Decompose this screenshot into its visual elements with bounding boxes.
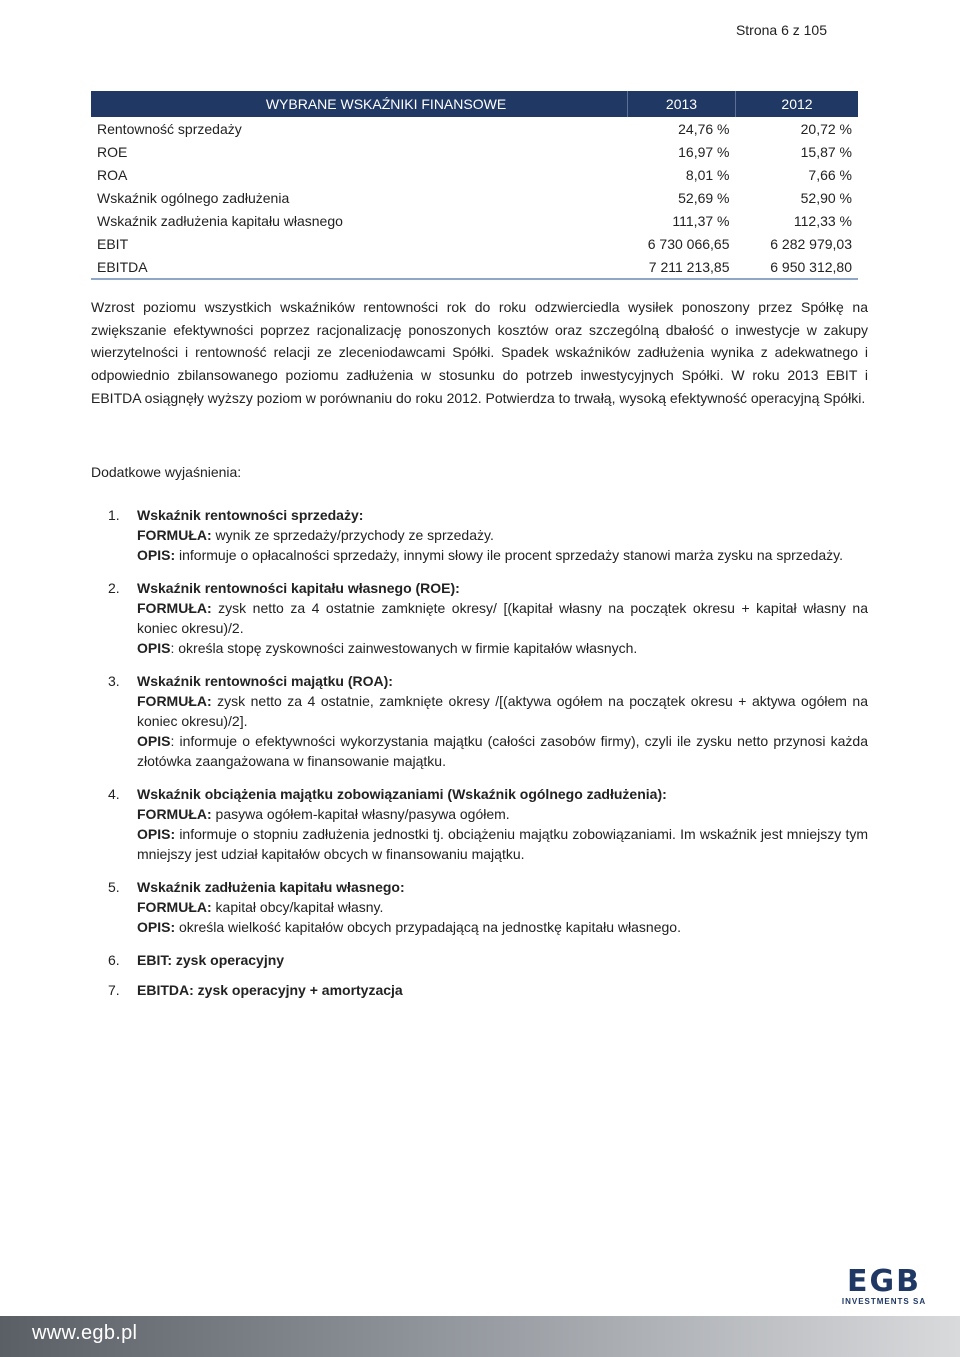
definition-formula: [137, 691, 868, 731]
opis-text: : określa stopę zyskowności zainwestowanych w firmie kapitałów własnych.: [170, 640, 638, 656]
definition-formula: [137, 598, 868, 638]
table-row: [91, 232, 858, 255]
definition-item: [91, 950, 868, 970]
additional-explanations-heading: Dodatkowe wyjaśnienia:: [91, 464, 242, 480]
definition-item: [91, 980, 868, 1000]
table-row: [91, 255, 858, 279]
row-label: ROA: [97, 166, 128, 183]
financial-indicators-table: [91, 91, 858, 280]
table-row: [91, 117, 858, 140]
formula-text: wynik ze sprzedaży/przychody ze sprzedaży.: [211, 527, 494, 543]
footer-bar: [0, 1316, 960, 1357]
formula-text: zysk netto za 4 ostatnie zamknięte okresy/ [(kapitał własny na początek okresu + kapitał własny na koniec okresu)/2.: [137, 600, 868, 636]
summary-paragraph: Wzrost poziomu wszystkich wskaźników rentowności rok do roku odzwierciedla wysiłek ponoszony przez Spółkę na zwiększanie efektywności poprzez racjonalizację ponoszonych kosztów oraz szczególną dbałość o inwestycje w zakupy wierzytelności i rentowność relacji ze zleceniodawcami Spółki. Spadek wskaźników zadłużenia wynika z adekwatnego i odpowiednio zbilansowanego poziomu zadłużenia w stosunku do potrzeb inwestycyjnych Spółki. W roku 2013 EBIT i EBITDA osiągnęły wyższy poziom w porównaniu do roku 2012. Potwierdza to trwałą, wysoką efektywność operacyjną Spółki.: [91, 299, 868, 406]
value-2013: 24,76 %: [678, 120, 730, 137]
table-row: [91, 209, 858, 232]
table-header-2013: 2013: [628, 91, 736, 117]
definition-formula: [137, 525, 868, 545]
definition-title: Wskaźnik obciążenia majątku zobowiązaniami (Wskaźnik ogólnego zadłużenia):: [137, 786, 667, 802]
definition-description: [137, 824, 868, 864]
definition-formula: [137, 804, 868, 824]
value-2012: 112,33 %: [793, 212, 852, 229]
formula-text: pasywa ogółem-kapitał własny/pasywa ogółem.: [211, 806, 510, 822]
table-row: [91, 140, 858, 163]
value-2012: 20,72 %: [800, 120, 852, 137]
formula-label: FORMUŁA:: [137, 527, 212, 543]
definition-formula: [137, 897, 868, 917]
logo-mark: EGB: [847, 1264, 921, 1299]
definition-title: Wskaźnik zadłużenia kapitału własnego:: [137, 879, 405, 895]
value-2013: 6 730 066,65: [647, 235, 730, 252]
definition-item: [91, 578, 868, 658]
item-number: 7.: [108, 982, 120, 998]
definition-title: EBIT: zysk operacyjny: [137, 952, 285, 968]
formula-text: zysk netto za 4 ostatnie, zamknięte okresy /[(aktywa ogółem na początek okresu + aktywa ogółem na koniec okresu)/2].: [137, 693, 868, 729]
formula-text: kapitał obcy/kapitał własny.: [211, 899, 384, 915]
value-2013: 111,37 %: [672, 212, 730, 229]
row-label: EBITDA: [91, 255, 628, 279]
item-number: 3.: [108, 673, 120, 689]
item-number: 1.: [108, 507, 120, 523]
definitions-list: [91, 505, 868, 1013]
egb-logo: [838, 1264, 930, 1306]
table-row: [91, 186, 858, 209]
table-header-2012: 2012: [736, 91, 859, 117]
value-2013: 8,01 %: [685, 166, 730, 183]
definition-title: Wskaźnik rentowności majątku (ROA):: [137, 673, 393, 689]
table-row: [91, 163, 858, 186]
definition-title: Wskaźnik rentowności kapitału własnego (ROE):: [137, 580, 460, 596]
item-number: 2.: [108, 580, 120, 596]
item-number: 4.: [108, 786, 120, 802]
formula-label: FORMUŁA:: [137, 899, 212, 915]
row-label: Wskaźnik ogólnego zadłużenia: [97, 189, 290, 206]
row-label: EBIT: [97, 235, 129, 252]
logo-subtitle: INVESTMENTS SA: [841, 1297, 927, 1306]
definition-description: [137, 731, 868, 771]
formula-label: FORMUŁA:: [137, 806, 212, 822]
footer-website-link[interactable]: www.egb.pl: [32, 1322, 138, 1344]
definition-item: [91, 784, 868, 864]
opis-label: OPIS: [137, 733, 171, 749]
opis-label: OPIS: [137, 640, 171, 656]
row-label: Wskaźnik zadłużenia kapitału własnego: [97, 212, 343, 229]
definition-item: [91, 877, 868, 937]
opis-text: określa wielkość kapitałów obcych przypadającą na jednostkę kapitału własnego.: [175, 919, 681, 935]
value-2012: 52,90 %: [800, 189, 852, 206]
value-2013: 52,69 %: [678, 189, 730, 206]
value-2013: 16,97 %: [678, 143, 730, 160]
definition-item: [91, 505, 868, 565]
value-2012: 6 282 979,03: [770, 235, 852, 252]
value-2012: 7,66 %: [808, 166, 852, 183]
formula-label: FORMUŁA:: [137, 693, 212, 709]
value-2012: 6 950 312,80: [736, 255, 859, 279]
value-2013: 7 211 213,85: [628, 255, 736, 279]
opis-text: informuje o stopniu zadłużenia jednostki tj. obciążeniu majątku zobowiązaniami. Im wskaźnik jest mniejszy tym mniejszy jest udział kapitałów obcych w finansowaniu majątku.: [137, 826, 868, 862]
definition-item: [91, 671, 868, 771]
table-header-label: WYBRANE WSKAŹNIKI FINANSOWE: [91, 91, 628, 117]
item-number: 5.: [108, 879, 120, 895]
definition-description: [137, 917, 868, 937]
value-2012: 15,87 %: [800, 143, 852, 160]
opis-label: OPIS:: [137, 919, 176, 935]
opis-label: OPIS:: [137, 547, 176, 563]
definition-description: [137, 545, 868, 565]
page-number: Strona 6 z 105: [735, 22, 827, 38]
opis-label: OPIS:: [137, 826, 176, 842]
table-header-row: [91, 91, 858, 117]
row-label: Rentowność sprzedaży: [97, 120, 242, 137]
row-label: ROE: [97, 143, 128, 160]
definition-title: EBITDA: zysk operacyjny + amortyzacja: [137, 982, 403, 998]
definition-title: Wskaźnik rentowności sprzedaży:: [137, 507, 364, 523]
item-number: 6.: [108, 952, 120, 968]
opis-text: informuje o opłacalności sprzedaży, innymi słowy ile procent sprzedaży stanowi marża zysku na sprzedaży.: [175, 547, 844, 563]
opis-text: : informuje o efektywności wykorzystania majątku (całości zasobów firmy), czyli ile zysku netto przynosi każda złotówka zaangażowana w finansowanie majątku.: [137, 733, 868, 769]
formula-label: FORMUŁA:: [137, 600, 212, 616]
definition-description: [137, 638, 868, 658]
